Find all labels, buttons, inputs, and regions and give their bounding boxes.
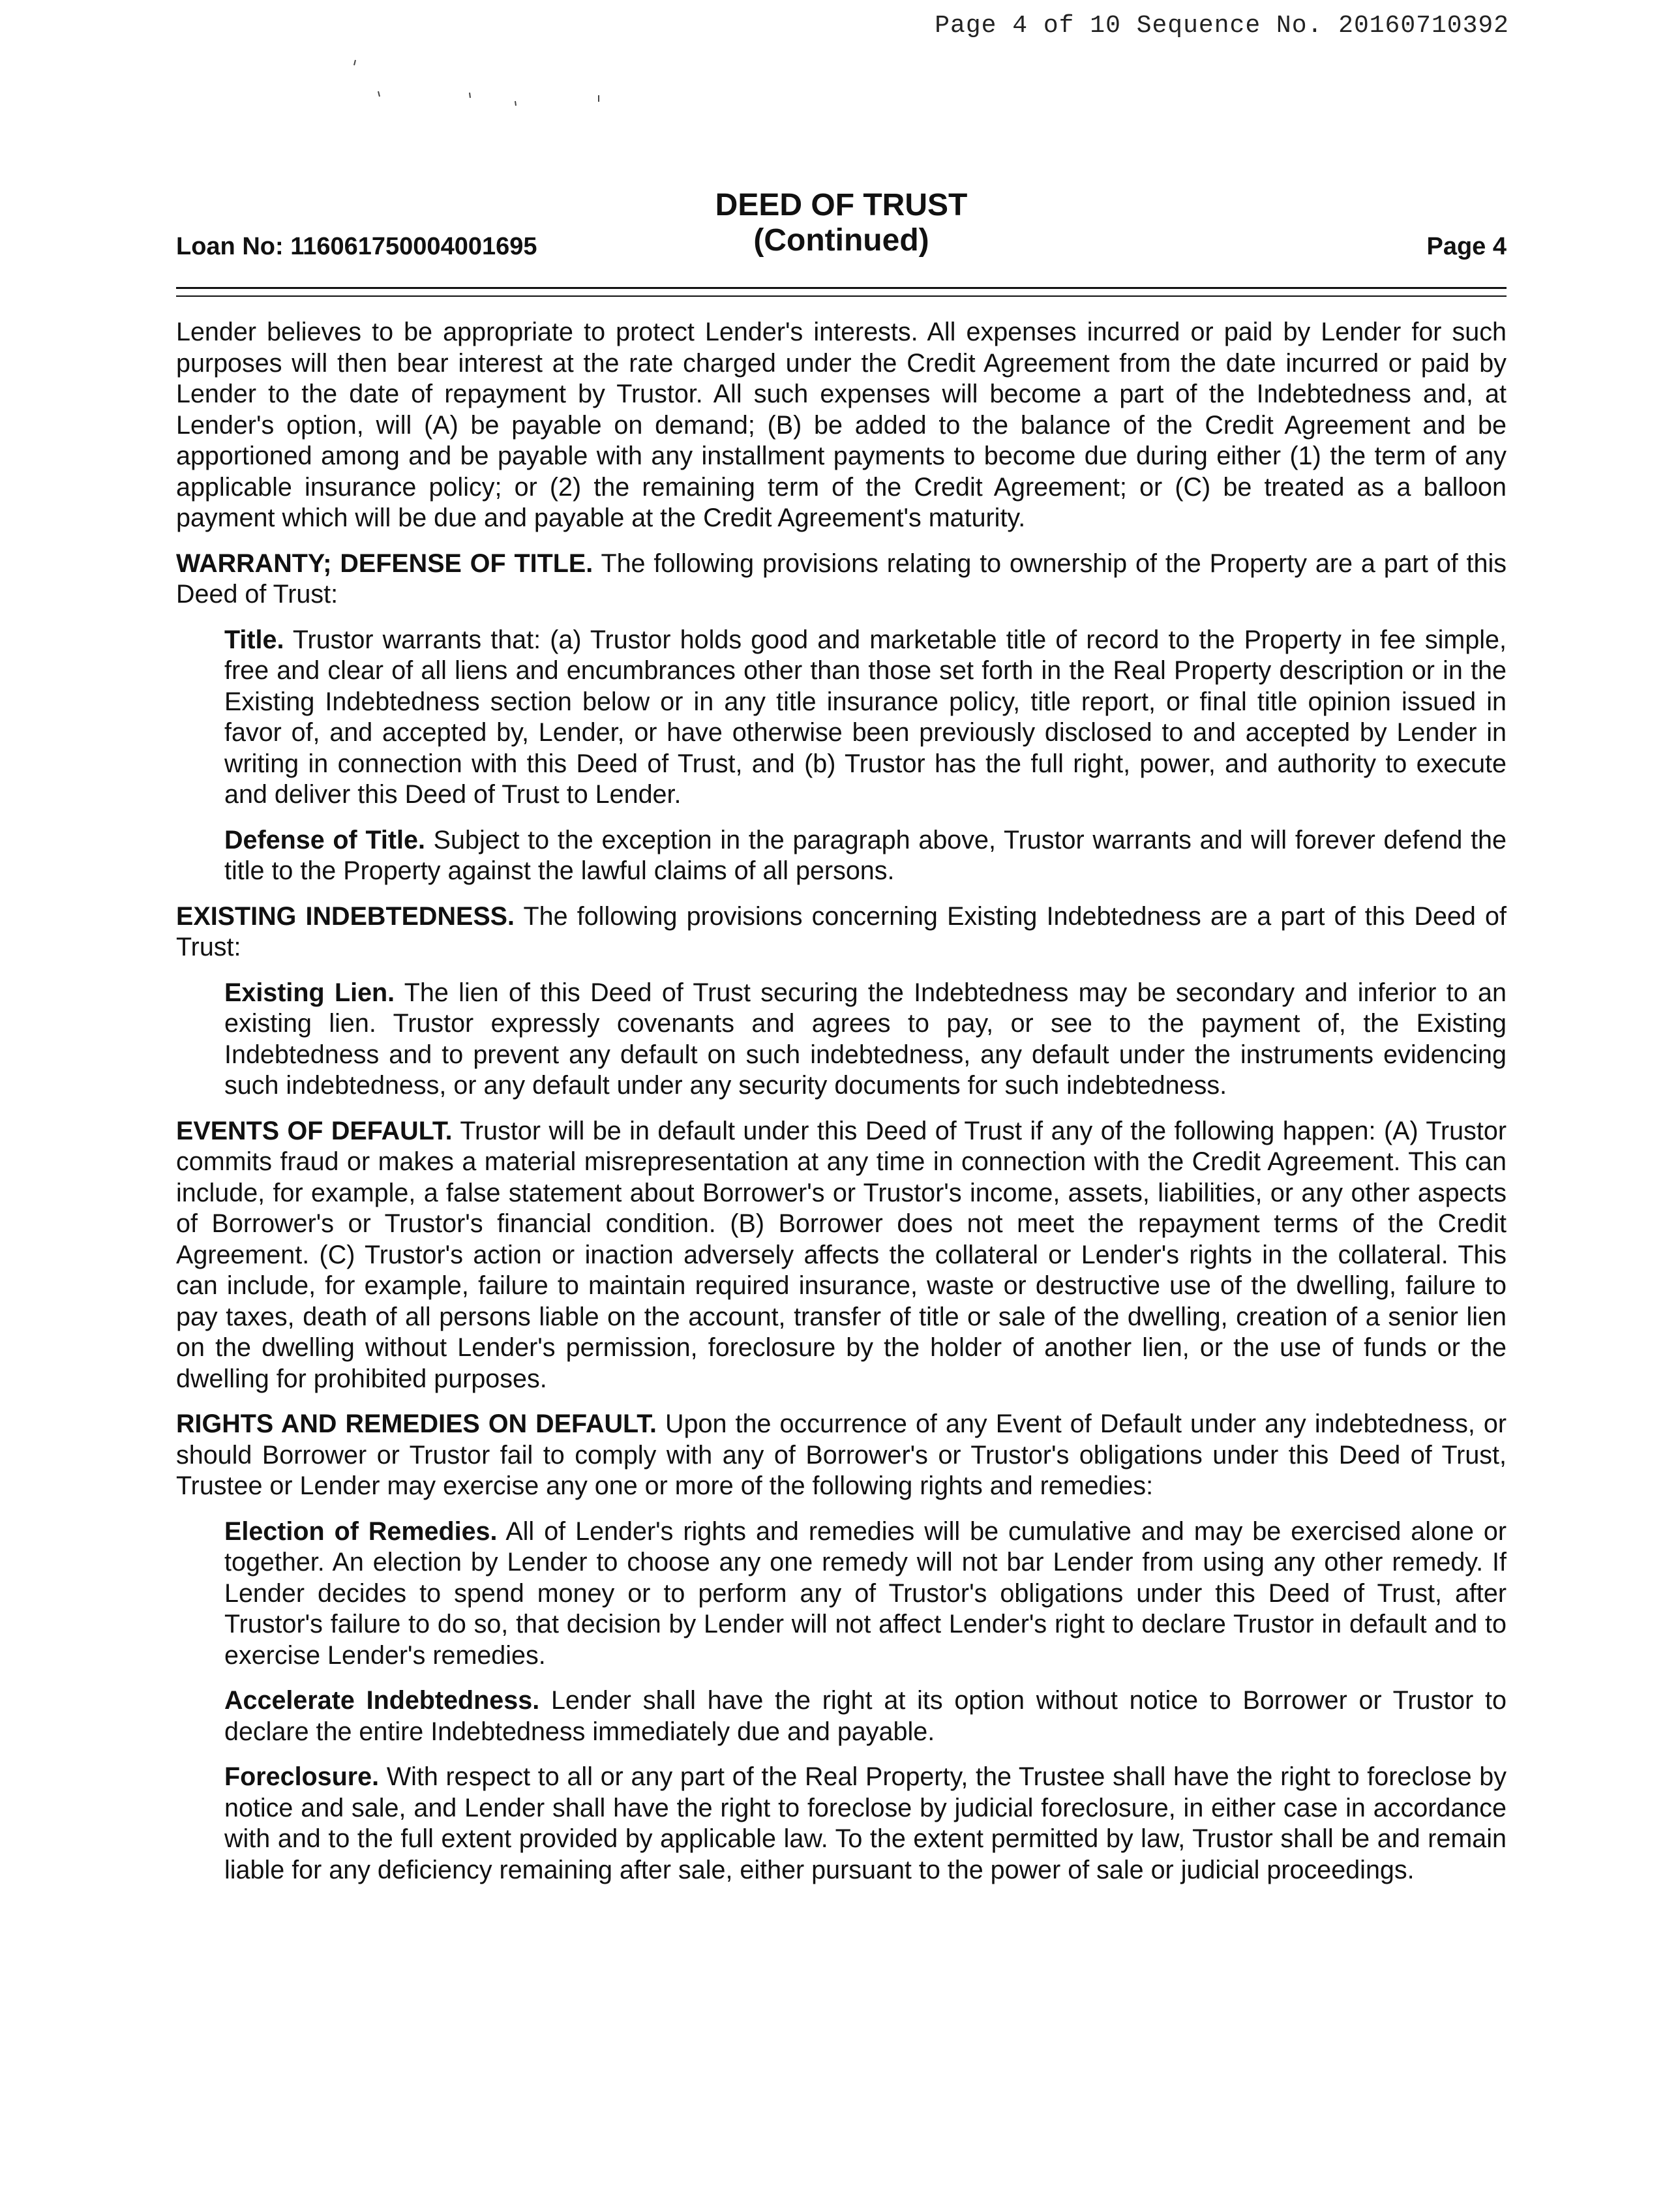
document-title-block: [176, 188, 1507, 258]
section-existing-indebtedness: EXISTING INDEBTEDNESS. The following provisions concerning Existing Indebtedness are a part of this Deed of Trust:: [176, 901, 1507, 961]
subsection-heading: Title.: [224, 625, 284, 654]
subsection-heading: Election of Remedies.: [224, 1516, 498, 1546]
section-events-of-default: EVENTS OF DEFAULT. Trustor will be in default under this Deed of Trust if any of the following happen: (A) Trustor commits fraud or makes a material misrepresentation at any time in connection with the Credit Agreement. This can include, for example, a false statement about Borrower's or Trustor's income, assets, liabilities, or any other aspects of Borrower's or Trustor's financial condition. (B) Borrower does not meet the repayment terms of the Credit Agreement. (C) Trustor's action or inaction adversely affects the collateral or Lender's rights in the collateral. This can include, for example, failure to maintain required insurance, waste or destructive use of the dwelling, failure to pay taxes, death of all persons liable on the account, transfer of title or sale of the dwelling, creation of a senior lien on the dwelling without Lender's permission, foreclosure by the holder of another lien, or the use of funds or the dwelling for prohibited purposes.: [176, 1116, 1507, 1393]
subsection-election-of-remedies: Election of Remedies. All of Lender's rights and remedies will be cumulative and may be exercised alone or together. An election by Lender to choose any one remedy will not bar Lender from using any other remedy. If Lender decides to spend money or to perform any of Trustor's obligations under this Deed of Trust, after Trustor's failure to do so, that decision by Lender will not affect Lender's right to declare Trustor in default and to exercise Lender's remedies.: [224, 1516, 1507, 1670]
document-body: [176, 317, 1507, 1900]
document-title: DEED OF TRUST: [715, 188, 968, 222]
section-rights-and-remedies: RIGHTS AND REMEDIES ON DEFAULT. Upon the occurrence of any Event of Default under any indebtedness, or should Borrower or Trustor fail to comply with any of Borrower's or Trustor's obligations under this Deed of Trust, Trustee or Lender may exercise any one or more of the following rights and remedies:: [176, 1410, 1507, 1500]
subsection-heading: Accelerate Indebtedness.: [224, 1686, 540, 1715]
section-heading: EVENTS OF DEFAULT.: [176, 1116, 453, 1145]
document-subtitle: (Continued): [753, 223, 929, 258]
subsection-heading: Existing Lien.: [224, 978, 395, 1007]
scan-specks: [0, 0, 652, 130]
subsection-defense-of-title: Defense of Title. Subject to the exception in the paragraph above, Trustor warrants and will forever defend the title to the Property against the lawful claims of all persons.: [224, 825, 1507, 885]
section-heading: EXISTING INDEBTEDNESS.: [176, 901, 515, 931]
document-header: [176, 188, 1507, 266]
subsection-accelerate-indebtedness: Accelerate Indebtedness. Lender shall have the right at its option without notice to Borrower or Trustor to declare the entire Indebtedness immediately due and payable.: [224, 1686, 1507, 1746]
subsection-heading: Defense of Title.: [224, 825, 425, 854]
section-warranty-defense-of-title: WARRANTY; DEFENSE OF TITLE. The following provisions relating to ownership of the Property are a part of this Deed of Trust:: [176, 549, 1507, 609]
header-rule-top: [176, 287, 1507, 289]
section-heading: WARRANTY; DEFENSE OF TITLE.: [176, 549, 593, 578]
header-rule-bottom: [176, 295, 1507, 297]
paragraph-continuation: Lender believes to be appropriate to protect Lender's interests. All expenses incurred or paid by Lender for such purposes will then bear interest at the rate charged under the Credit Agreement from the date incurred or paid by Lender to the date of repayment by Trustor. All such expenses will become a part of the Indebtedness and, at Lender's option, will (A) be payable on demand; (B) be added to the balance of the Credit Agreement and be apportioned among and be payable with any installment payments to become due during either (1) the term of any applicable insurance policy; or (2) the remaining term of the Credit Agreement; or (C) be treated as a balloon payment which will be due and payable at the Credit Agreement's maturity.: [176, 318, 1507, 532]
subsection-title: Title. Trustor warrants that: (a) Trustor holds good and marketable title of record to the Property in fee simple, free and clear of all liens and encumbrances other than those set forth in the Real Property description or in the Existing Indebtedness section below or in any title insurance policy, title report, or final title opinion issued in favor of, and accepted by, Lender, or have otherwise been previously disclosed to and accepted by Lender in writing in connection with this Deed of Trust, and (b) Trustor has the full right, power, and authority to execute and deliver this Deed of Trust to Lender.: [224, 625, 1507, 809]
subsection-existing-lien: Existing Lien. The lien of this Deed of Trust securing the Indebtedness may be secondary and inferior to an existing lien. Trustor expressly covenants and agrees to pay, or see to the payment of, the Existing Indebtedness and to prevent any default on such indebtedness, any default under the instruments evidencing such indebtedness, or any default under any security documents for such indebtedness.: [224, 978, 1507, 1100]
loan-number: Loan No: 116061750004001695: [176, 233, 537, 260]
subsection-foreclosure: Foreclosure. With respect to all or any part of the Real Property, the Trustee shall have the right to foreclose by notice and sale, and Lender shall have the right to foreclose by judicial foreclosure, in either case in accordance with and to the full extent provided by applicable law. To the extent permitted by law, Trustor shall be and remain liable for any deficiency remaining after sale, either pursuant to the power of sale or judicial proceedings.: [224, 1762, 1507, 1884]
page-number: Page 4: [1426, 233, 1507, 260]
fax-sequence-stamp: Page 4 of 10 Sequence No. 20160710392: [935, 12, 1509, 40]
subsection-heading: Foreclosure.: [224, 1762, 380, 1791]
section-heading: RIGHTS AND REMEDIES ON DEFAULT.: [176, 1410, 657, 1438]
